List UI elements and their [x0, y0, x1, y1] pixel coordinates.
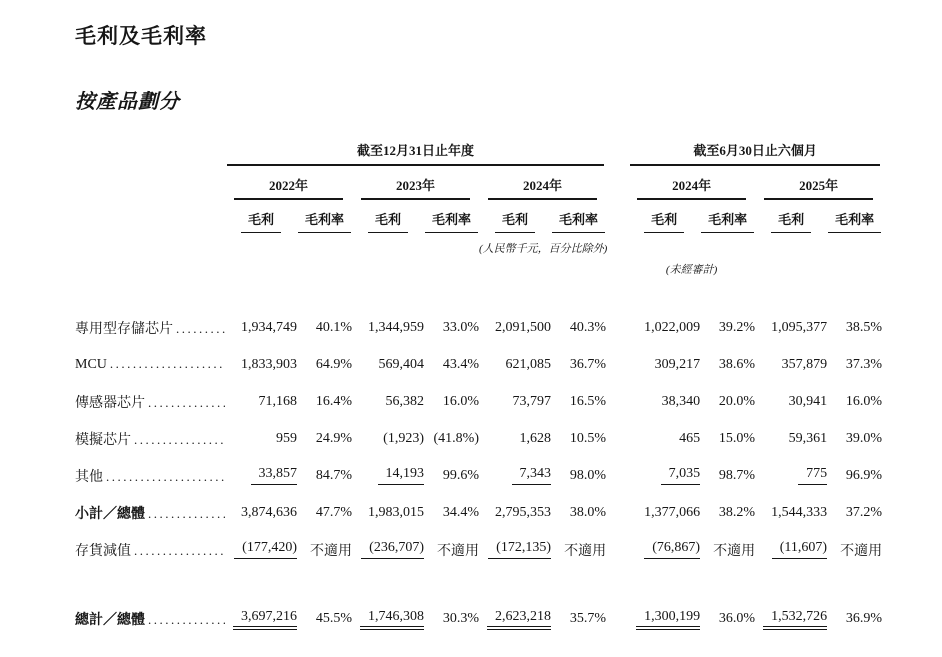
gpm-value: 96.9%: [845, 467, 883, 483]
row-label: 小計／總體: [75, 506, 145, 522]
page-subtitle: 按產品劃分: [75, 91, 180, 113]
gpm-value: 16.0%: [442, 393, 479, 409]
gpm-value: 98.0%: [569, 467, 607, 483]
row-label: MCU: [75, 357, 107, 372]
gpm-col-header: 毛利率: [828, 209, 881, 233]
gpm-value: 43.4%: [442, 356, 479, 372]
gp-value: 1,344,959: [368, 319, 424, 335]
gpm-value: 99.6%: [442, 467, 479, 483]
row-label: 存貨減值: [75, 543, 131, 559]
gpm-value: 不適用: [840, 543, 883, 559]
row-label: 總計／總體: [75, 613, 145, 628]
inventory-writedown-row: [75, 531, 882, 568]
table-row: [75, 457, 882, 494]
gp-col-header: 毛利: [495, 209, 535, 233]
gp-value: 1,377,066: [644, 504, 701, 520]
gpm-col-header: 毛利率: [425, 209, 478, 233]
gp-value: (172,135): [479, 531, 551, 568]
interim-period-header: 截至6月30日止六個月: [630, 140, 880, 166]
subtotal-row: [75, 494, 882, 531]
gp-value: 59,361: [788, 430, 828, 446]
gpm-value: 40.3%: [569, 319, 607, 335]
gp-value: (1,923): [383, 430, 424, 446]
gpm-value: 10.5%: [569, 430, 607, 446]
gp-value: 38,340: [661, 393, 701, 409]
gp-value: 1,934,749: [241, 319, 297, 335]
gpm-value: 24.9%: [315, 430, 352, 446]
dot-leader: [134, 543, 225, 559]
gp-value: 2,091,500: [495, 319, 551, 335]
gp-value: 569,404: [378, 356, 424, 372]
gp-value: 1,983,015: [368, 504, 424, 520]
gp-value: 7,035: [628, 457, 700, 494]
gp-value: 73,797: [512, 393, 551, 409]
year-2023-header: 2023年: [361, 175, 470, 200]
gp-value: 1,022,009: [644, 319, 701, 335]
gp-value: 14,193: [352, 457, 424, 494]
year-2024-header: 2024年: [488, 175, 597, 200]
gp-value: 1,628: [519, 430, 551, 446]
gpm-value: 37.3%: [845, 356, 883, 372]
gross-profit-table: [75, 140, 882, 640]
unaudited-note-row: [75, 256, 882, 277]
gp-value: 2,623,218: [479, 598, 551, 640]
gp-value: 71,168: [258, 393, 297, 409]
year-2022-header: 2022年: [234, 175, 343, 200]
gpm-value: 16.0%: [845, 393, 883, 409]
gpm-value: (41.8%): [433, 430, 479, 446]
unaudited-note: (未經審計): [665, 264, 718, 276]
row-label: 其他: [75, 469, 103, 485]
gp-value: 1,532,726: [755, 598, 827, 640]
gpm-value: 39.2%: [718, 319, 756, 335]
gpm-value: 38.0%: [569, 504, 607, 520]
dot-leader: [148, 506, 225, 522]
gp-value: 357,879: [781, 356, 828, 372]
gpm-value: 64.9%: [315, 356, 352, 372]
gpm-value: 45.5%: [315, 611, 352, 626]
gp-value: 1,544,333: [771, 504, 828, 520]
gp-col-header: 毛利: [771, 209, 811, 233]
dot-leader: [134, 432, 225, 448]
total-row: [75, 598, 882, 640]
gp-value: 621,085: [505, 356, 551, 372]
gpm-value: 30.3%: [442, 611, 479, 626]
gpm-value: 不適用: [310, 543, 352, 559]
dot-leader: [106, 469, 225, 485]
table-row: [75, 383, 882, 420]
gp-value: 30,941: [788, 393, 828, 409]
row-label: 傳感器芯片: [75, 395, 145, 411]
gp-col-header: 毛利: [368, 209, 408, 233]
gp-value: 465: [679, 430, 701, 446]
row-label: 模擬芯片: [75, 432, 131, 448]
units-note: (人民幣千元，百分比除外): [479, 243, 608, 255]
gp-value: 3,874,636: [241, 504, 297, 520]
table-row: [75, 420, 882, 457]
spacer-row: [75, 568, 882, 598]
interim-year-2024-header: 2024年: [637, 175, 746, 200]
gp-value: (76,867): [628, 531, 700, 568]
spacer-row: [75, 277, 882, 309]
period-header-row: [75, 140, 882, 166]
gp-col-header: 毛利: [644, 209, 684, 233]
gpm-value: 36.0%: [718, 611, 756, 626]
gp-value: 309,217: [654, 356, 701, 372]
table-row: [75, 346, 882, 383]
year-header-row: [75, 166, 882, 200]
gpm-value: 38.6%: [718, 356, 756, 372]
gp-value: 1,300,199: [628, 598, 700, 640]
gpm-value: 34.4%: [442, 504, 479, 520]
column-header-row: [75, 200, 882, 233]
gp-value: 775: [755, 457, 827, 494]
gpm-value: 36.7%: [569, 356, 607, 372]
gpm-value: 40.1%: [315, 319, 352, 335]
gp-col-header: 毛利: [241, 209, 281, 233]
row-label: 專用型存儲芯片: [75, 321, 173, 337]
table-row: [75, 309, 882, 346]
gpm-value: 39.0%: [845, 430, 883, 446]
gpm-value: 38.2%: [718, 504, 756, 520]
gpm-value: 16.4%: [315, 393, 352, 409]
gpm-value: 16.5%: [569, 393, 607, 409]
gpm-value: 不適用: [713, 543, 756, 559]
gpm-value: 不適用: [564, 543, 607, 559]
dot-leader: [110, 356, 225, 372]
dot-leader: [176, 321, 225, 337]
gpm-value: 36.9%: [845, 611, 883, 626]
gpm-value: 15.0%: [718, 430, 756, 446]
gpm-value: 47.7%: [315, 504, 352, 520]
interim-year-2025-header: 2025年: [764, 175, 873, 200]
gpm-value: 37.2%: [845, 504, 883, 520]
gpm-value: 98.7%: [718, 467, 756, 483]
gp-value: 1,095,377: [771, 319, 828, 335]
gpm-value: 33.0%: [442, 319, 479, 335]
gpm-value: 不適用: [437, 543, 479, 559]
gpm-col-header: 毛利率: [701, 209, 754, 233]
gpm-value: 35.7%: [569, 611, 607, 626]
gpm-value: 84.7%: [315, 467, 352, 483]
gp-value: 56,382: [385, 393, 424, 409]
gp-value: 959: [276, 430, 297, 446]
page-title: 毛利及毛利率: [75, 24, 207, 48]
gp-value: 7,343: [479, 457, 551, 494]
gpm-value: 38.5%: [845, 319, 883, 335]
gpm-col-header: 毛利率: [552, 209, 605, 233]
dot-leader: [148, 612, 225, 628]
gp-value: 1,833,903: [241, 356, 297, 372]
gp-value: 2,795,353: [495, 504, 551, 520]
gp-value: (11,607): [755, 531, 827, 568]
gp-value: 1,746,308: [352, 598, 424, 640]
units-note-row: [75, 233, 882, 256]
gp-value: (177,420): [225, 531, 297, 568]
gp-value: (236,707): [352, 531, 424, 568]
gp-value: 33,857: [225, 457, 297, 494]
dot-leader: [148, 395, 225, 411]
gpm-col-header: 毛利率: [298, 209, 351, 233]
gp-value: 3,697,216: [225, 598, 297, 640]
gpm-value: 20.0%: [718, 393, 756, 409]
annual-period-header: 截至12月31日止年度: [227, 140, 604, 166]
